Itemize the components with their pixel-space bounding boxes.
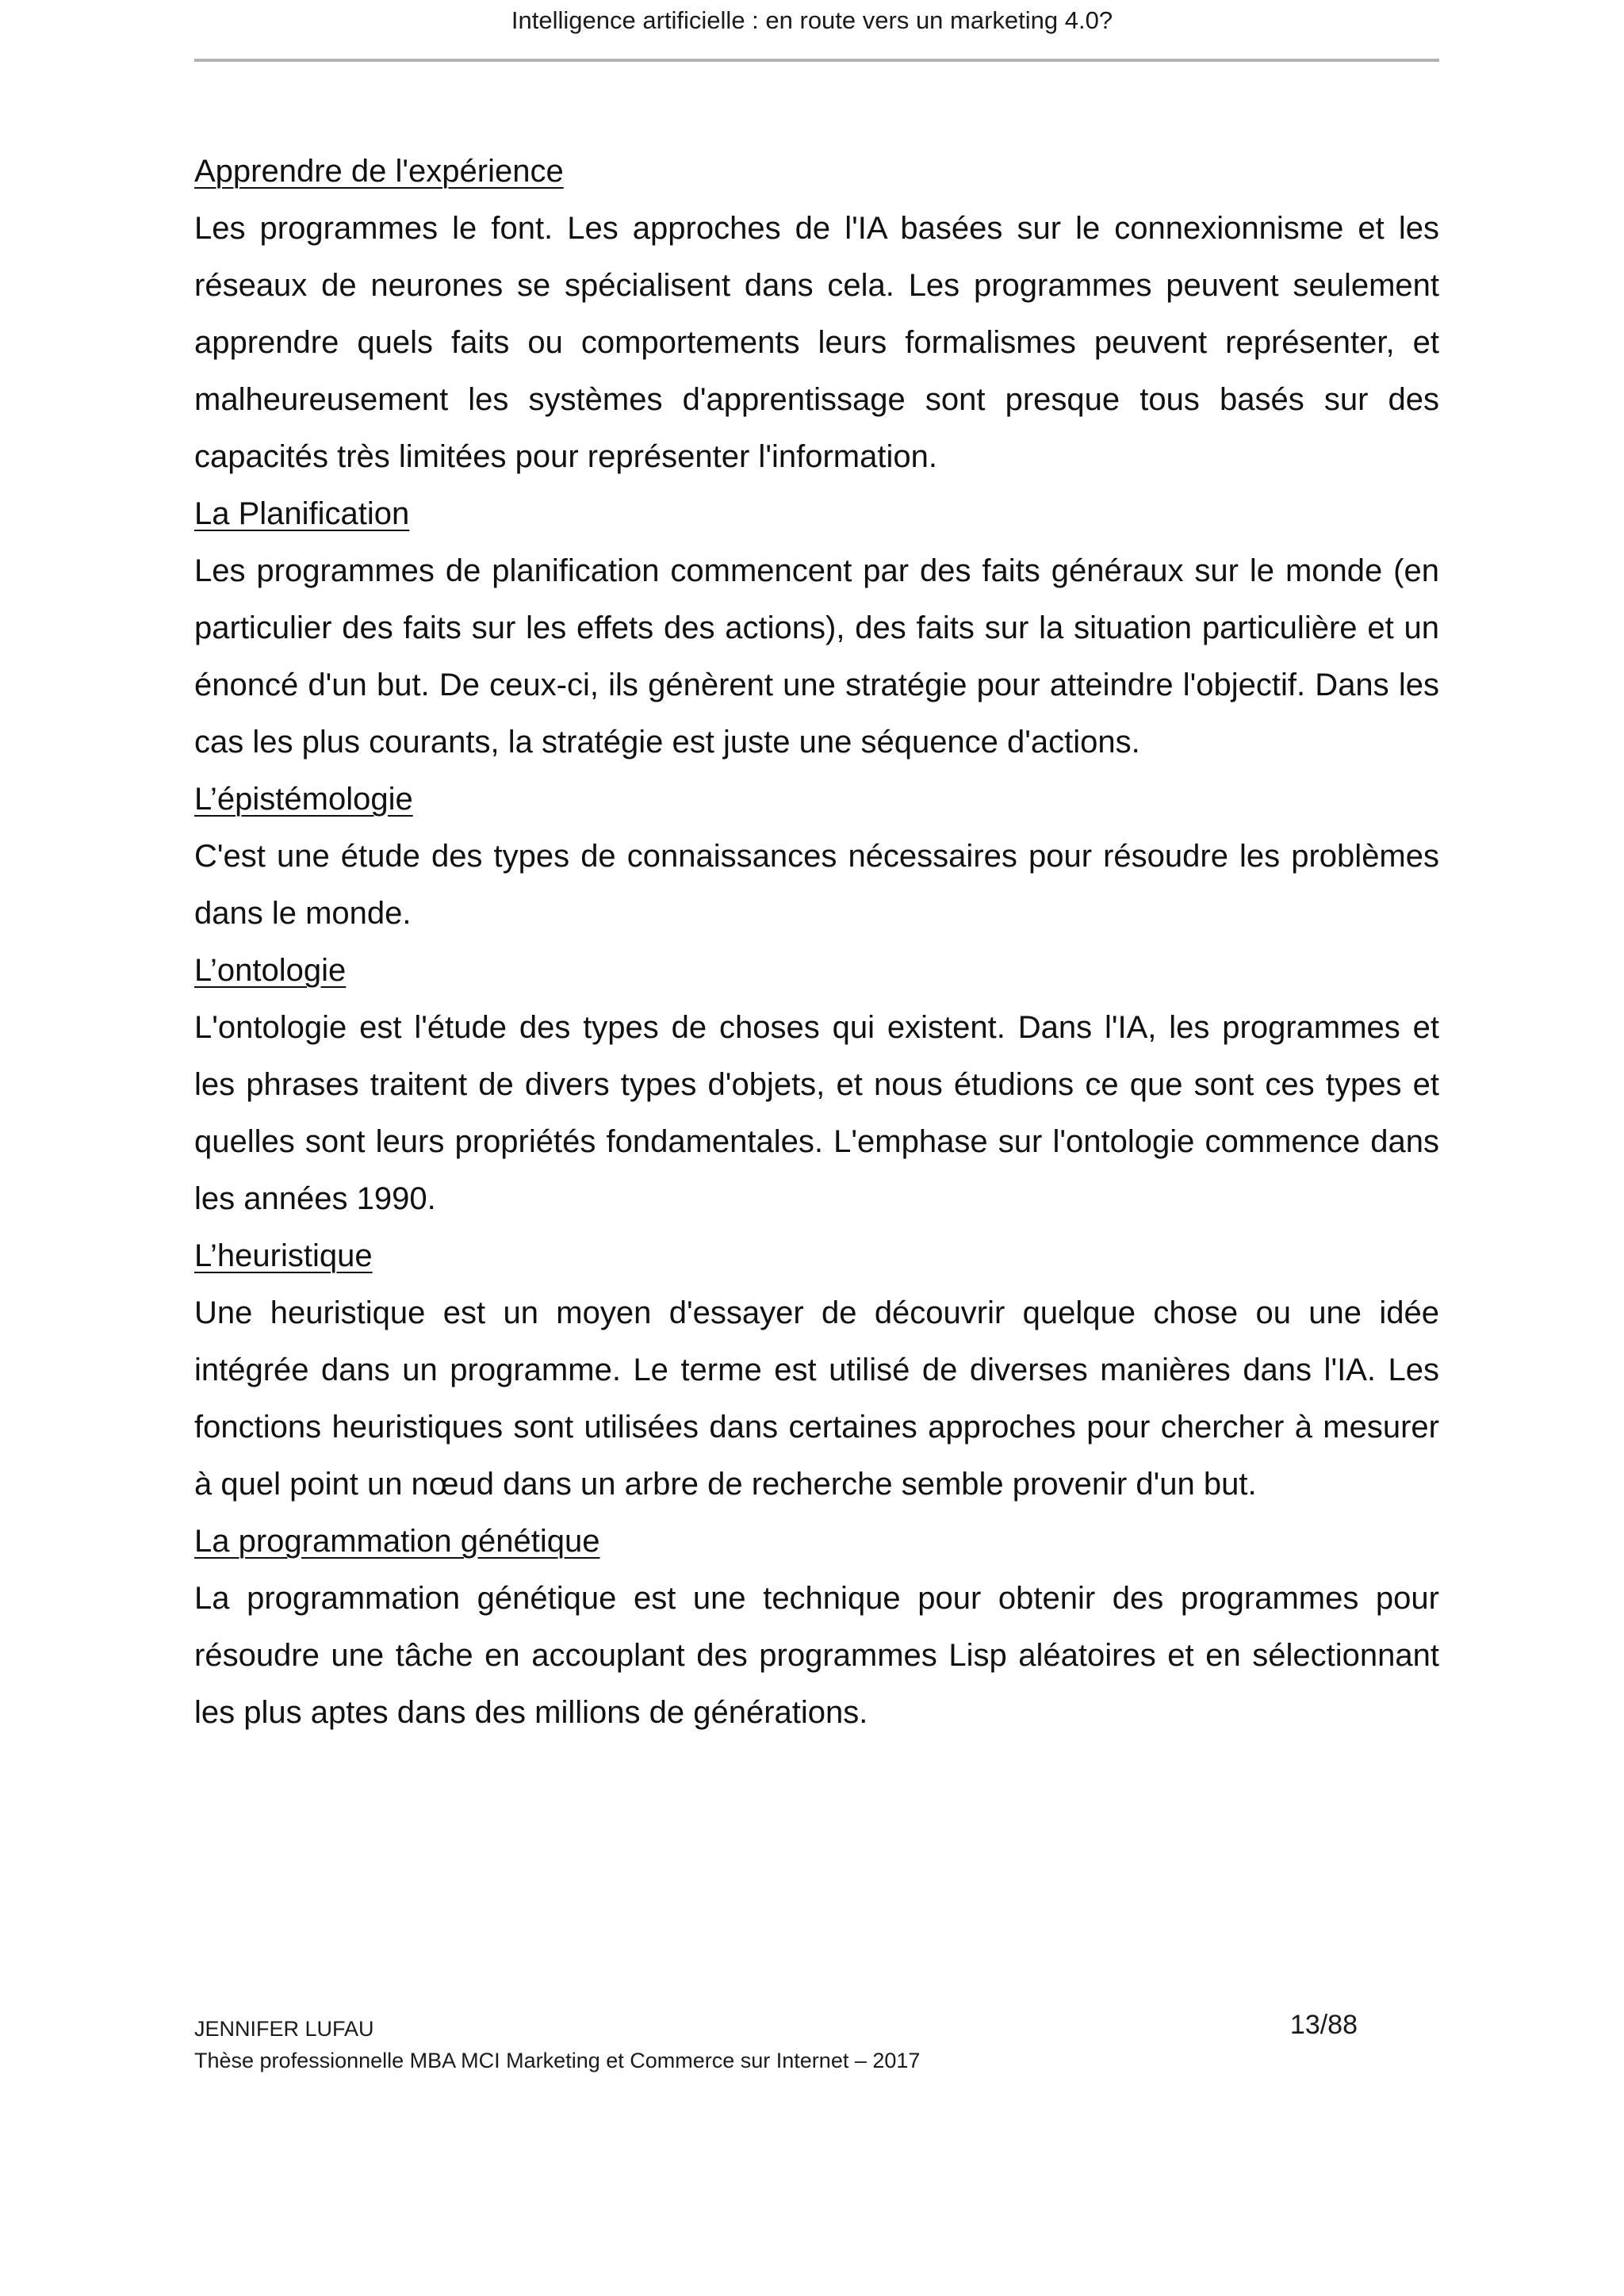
section-title: L’épistémologie (194, 782, 413, 817)
section-genetic-programming (194, 1513, 1439, 1741)
section-title: L’ontologie (194, 953, 347, 988)
page-content (194, 143, 1439, 1741)
section-title: Apprendre de l'expérience (194, 154, 564, 189)
section-ontology (194, 942, 1439, 1227)
section-paragraph: C'est une étude des types de connaissances nécessaires pour résoudre les problèmes dans le monde. (194, 839, 1439, 931)
section-paragraph: Une heuristique est un moyen d'essayer de découvrir quelque chose ou une idée intégrée dans un programme. Le terme est utilisé de diverses manières dans l'IA. Les fonctions heuristiques sont utilisées dans certaines approches pour chercher à mesurer à quel point un nœud dans un arbre de recherche semble provenir d'un but. (194, 1295, 1439, 1502)
section-heuristics (194, 1227, 1439, 1513)
section-epistemology (194, 771, 1439, 942)
section-learning (194, 143, 1439, 485)
header-divider (194, 59, 1439, 62)
running-header: Intelligence artificielle : en route vers un marketing 4.0? (511, 6, 1113, 34)
section-paragraph: L'ontologie est l'étude des types de choses qui existent. Dans l'IA, les programmes et les phrases traitent de divers types d'objets, et nous étudions ce que sont ces types et quelles sont leurs propriétés fondamentales. L'emphase sur l'ontologie commence dans les années 1990. (194, 1010, 1439, 1216)
section-paragraph: Les programmes de planification commencent par des faits généraux sur le monde (en particulier des faits sur les effets des actions), des faits sur la situation particulière et un énoncé d'un but. De ceux-ci, ils génèrent une stratégie pour atteindre l'objectif. Dans les cas les plus courants, la stratégie est juste une séquence d'actions. (194, 553, 1439, 760)
section-paragraph: Les programmes le font. Les approches de l'IA basées sur le connexionnisme et les réseaux de neurones se spécialisent dans cela. Les programmes peuvent seulement apprendre quels faits ou comportements leurs formalismes peuvent représenter, et malheureusement les systèmes d'apprentissage sont presque tous basés sur des capacités très limitées pour représenter l'information. (194, 211, 1439, 474)
section-title: La programmation génétique (194, 1524, 600, 1559)
section-title: L’heuristique (194, 1238, 373, 1273)
page-number: 13/88 (1289, 2010, 1358, 2040)
section-paragraph: La programmation génétique est une technique pour obtenir des programmes pour résoudre une tâche en accouplant des programmes Lisp aléatoires et en sélectionnant les plus aptes dans des millions de générations. (194, 1581, 1439, 1730)
section-title: La Planification (194, 496, 410, 531)
footer-thesis-title: Thèse professionnelle MBA MCI Marketing et Commerce sur Internet – 2017 (194, 2049, 921, 2072)
section-planning (194, 485, 1439, 771)
footer-author: JENNIFER LUFAU (194, 2017, 374, 2041)
